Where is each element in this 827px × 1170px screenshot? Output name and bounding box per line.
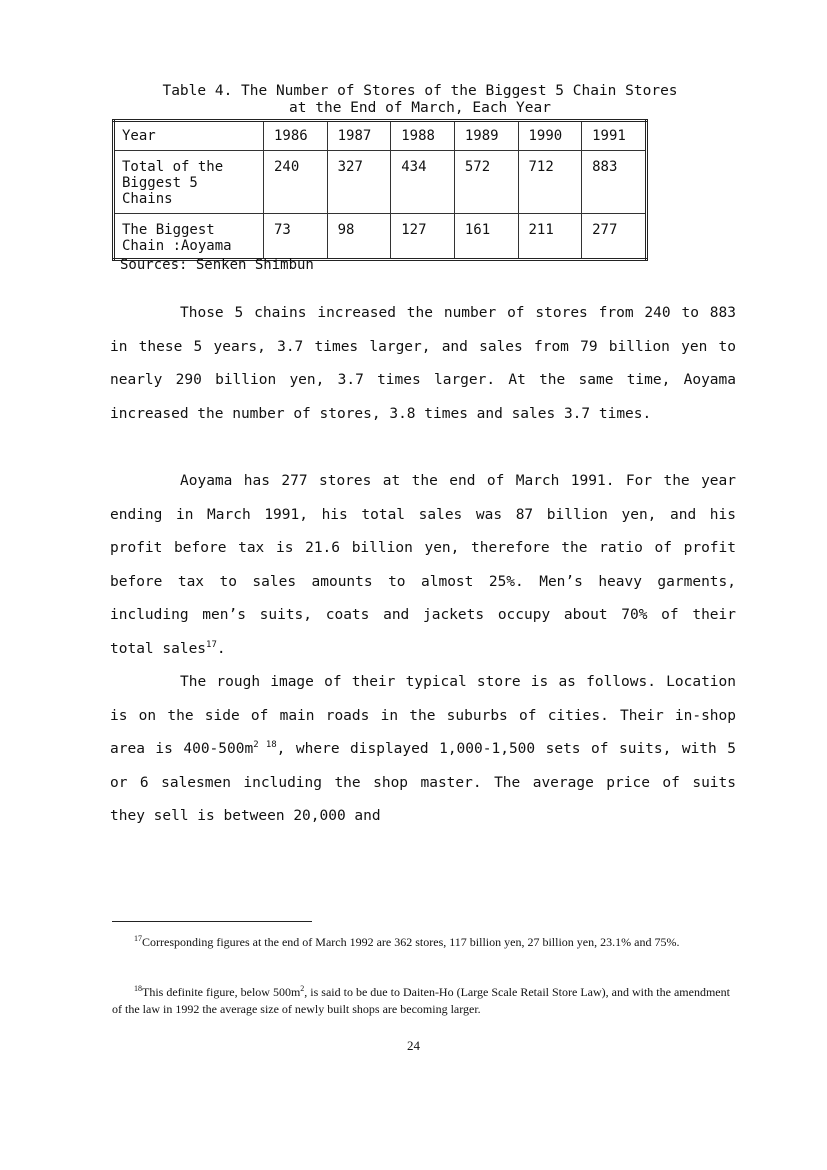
footnote-indent bbox=[112, 935, 134, 949]
footnote-reference[interactable]: 17 bbox=[206, 640, 217, 651]
footnote-text: This definite figure, below 500m bbox=[142, 985, 301, 999]
paragraph-main-text: Aoyama has 277 stores at the end of March 1991. For the year ending in March 1991, his total sales was 87 billion yen, and his profit before tax is 21.6 billion yen, therefore the ratio of profit before tax to sales amounts to almost 25%. Men’s heavy garments, including men’s suits, coats and jackets occupy about 70% of their total sales bbox=[110, 473, 736, 657]
page-number: 24 bbox=[407, 1038, 420, 1053]
table-row bbox=[114, 214, 647, 260]
table-row-label bbox=[114, 214, 264, 260]
table-cell: 883 bbox=[582, 151, 647, 214]
paragraph-text bbox=[110, 465, 736, 667]
row-label-line: The Biggest bbox=[122, 222, 215, 238]
table-cell: 240 bbox=[264, 151, 328, 214]
table-header-cell: 1990 bbox=[518, 121, 582, 151]
table-cell: 572 bbox=[454, 151, 518, 214]
table-cell: 161 bbox=[454, 214, 518, 260]
table-header-cell: 1991 bbox=[582, 121, 647, 151]
table-cell: 434 bbox=[391, 151, 455, 214]
table-row-label bbox=[114, 151, 264, 214]
row-label-line: Biggest 5 bbox=[122, 175, 198, 191]
paragraph bbox=[110, 297, 736, 431]
paragraph-end-text: , where displayed 1,000-1,500 sets of suits, with 5 or 6 salesmen including the shop master. The average price of suits they sell is between 20,000 and bbox=[110, 741, 737, 825]
footnote bbox=[112, 934, 738, 951]
stores-table bbox=[112, 119, 648, 261]
paragraph bbox=[110, 666, 736, 834]
footnote-superscript: 2 bbox=[300, 984, 305, 993]
footnote-marker: 17 bbox=[134, 934, 142, 943]
table-caption-line-1: Table 4. The Number of Stores of the Biggest 5 Chain Stores bbox=[162, 83, 678, 99]
footnote bbox=[112, 984, 738, 1018]
footnote-marker: 18 bbox=[134, 984, 142, 993]
table-cell: 127 bbox=[391, 214, 455, 260]
table-cell: 327 bbox=[327, 151, 391, 214]
table-header-cell: 1987 bbox=[327, 121, 391, 151]
paragraph bbox=[110, 465, 736, 667]
table-header-cell: 1986 bbox=[264, 121, 328, 151]
table-cell: 98 bbox=[327, 214, 391, 260]
footnote-separator bbox=[112, 921, 312, 922]
table-cell: 73 bbox=[264, 214, 328, 260]
footnote-text: , is said to be due to Daiten-Ho (Large Scale Retail Store Law), and with the amendment of the law in 1992 the average size of newly built shops are becoming larger. bbox=[112, 985, 730, 1016]
table-row bbox=[114, 151, 647, 214]
row-label-line: Chains bbox=[122, 191, 173, 207]
table-cell: 712 bbox=[518, 151, 582, 214]
table-cell: 211 bbox=[518, 214, 582, 260]
footnote-reference[interactable]: 2 18 bbox=[253, 740, 277, 751]
row-label-line: Chain :Aoyama bbox=[122, 238, 232, 254]
table-header-row bbox=[114, 121, 647, 151]
paragraph-end-text: . bbox=[216, 640, 226, 657]
table-caption-line-2: at the End of March, Each Year bbox=[289, 100, 551, 116]
table-sources: Sources: Senken Shimbun bbox=[120, 257, 314, 273]
paragraph-text: Those 5 chains increased the number of stores from 240 to 883 in these 5 years, 3.7 times larger, and sales from 79 billion yen to nearly 290 billion yen, 3.7 times larger. At the same time, Aoyama increased the number of stores, 3.8 times and sales 3.7 times. bbox=[110, 305, 736, 422]
table-header-cell: 1989 bbox=[454, 121, 518, 151]
paragraph-text bbox=[110, 666, 736, 834]
table-header-cell: Year bbox=[114, 121, 264, 151]
footnote-indent bbox=[112, 985, 134, 999]
row-label-line: Total of the bbox=[122, 159, 224, 175]
paragraph-start-text: The rough image of their typical store is as follows. Location is on the side of main roads in the suburbs of cities. Their in-shop area is 400-500m bbox=[110, 674, 736, 758]
table-cell: 277 bbox=[582, 214, 647, 260]
footnote-text: Corresponding figures at the end of March 1992 are 362 stores, 117 billion yen, 27 billion yen, 23.1% and 75%. bbox=[142, 935, 680, 949]
table-header-cell: 1988 bbox=[391, 121, 455, 151]
